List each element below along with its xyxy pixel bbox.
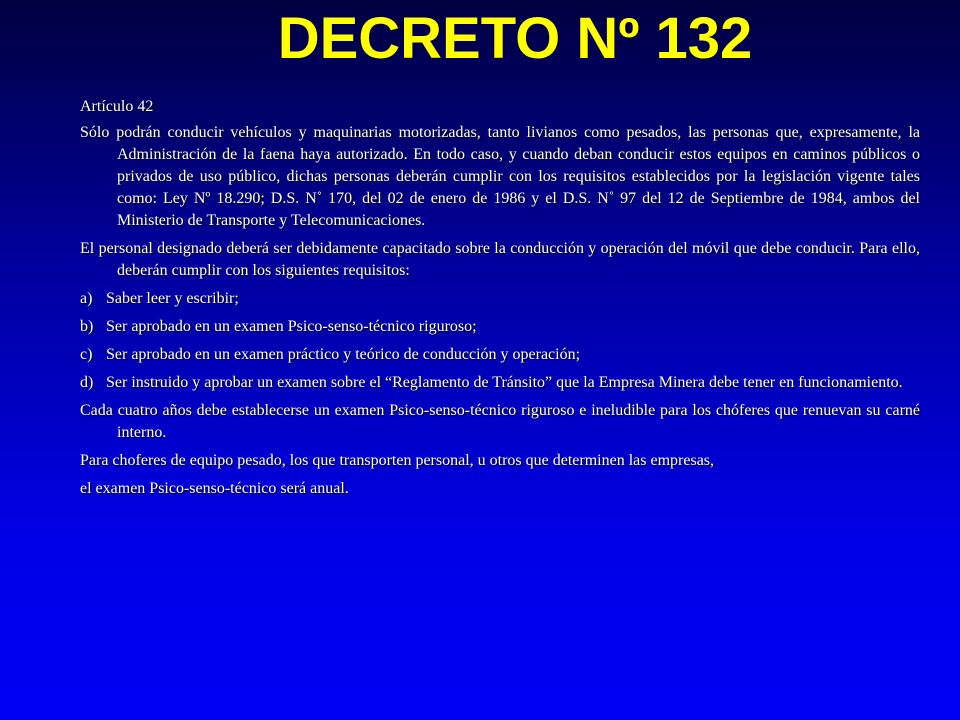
article-paragraph: Sólo podrán conducir vehículos y maquinarias motorizadas, tanto livianos como pesados, las personas que, expresamente, la Administración de la faena haya autorizado. En todo caso, y cuando deban conducir estos equipos en caminos públicos o privados de uso público, dichas personas deberán cumplir con los requisitos establecidos por la legislación vigente tales como: Ley Nº 18.290; D.S. N˚ 170, del 02 de enero de 1986 y el D.S. N˚ 97 del 12 de Septiembre de 1984, ambos del Ministerio de Transporte y Telecomunicaciones. xyxy=(80,124,920,229)
training-paragraph: El personal designado deberá ser debidamente capacitado sobre la conducción y operación del móvil que debe conducir. Para ello, deberán cumplir con los siguientes requisitos: xyxy=(80,240,920,279)
slide-title: DECRETO Nº 132 xyxy=(277,6,753,71)
requirement-text: Ser aprobado en un examen Psico-senso-técnico riguroso; xyxy=(106,318,477,335)
requirement-text: Ser instruido y aprobar un examen sobre el “Reglamento de Tránsito” que la Empresa Minera debe tener en funcionamiento. xyxy=(106,374,903,391)
slide-body xyxy=(80,96,920,506)
requirement-text: Ser aprobado en un examen práctico y teórico de conducción y operación; xyxy=(106,346,581,363)
requirement-item-a xyxy=(80,288,920,310)
requirement-text: Saber leer y escribir; xyxy=(106,290,239,307)
requirement-marker: a) xyxy=(80,290,93,307)
heavy-equipment-paragraph: Para choferes de equipo pesado, los que transporten personal, u otros que determinen las empresas, xyxy=(80,452,715,469)
requirement-marker: c) xyxy=(80,346,93,363)
requirement-marker: b) xyxy=(80,318,94,335)
requirement-item-d xyxy=(80,372,920,394)
requirement-item-b xyxy=(80,316,920,338)
requirement-item-c xyxy=(80,344,920,366)
requirement-marker: d) xyxy=(80,374,94,391)
renewal-paragraph: Cada cuatro años debe establecerse un examen Psico-senso-técnico riguroso e ineludible para los chóferes que renuevan su carné interno. xyxy=(80,402,920,441)
annual-exam-paragraph: el examen Psico-senso-técnico será anual. xyxy=(80,480,349,497)
article-heading: Artículo 42 xyxy=(80,98,154,115)
